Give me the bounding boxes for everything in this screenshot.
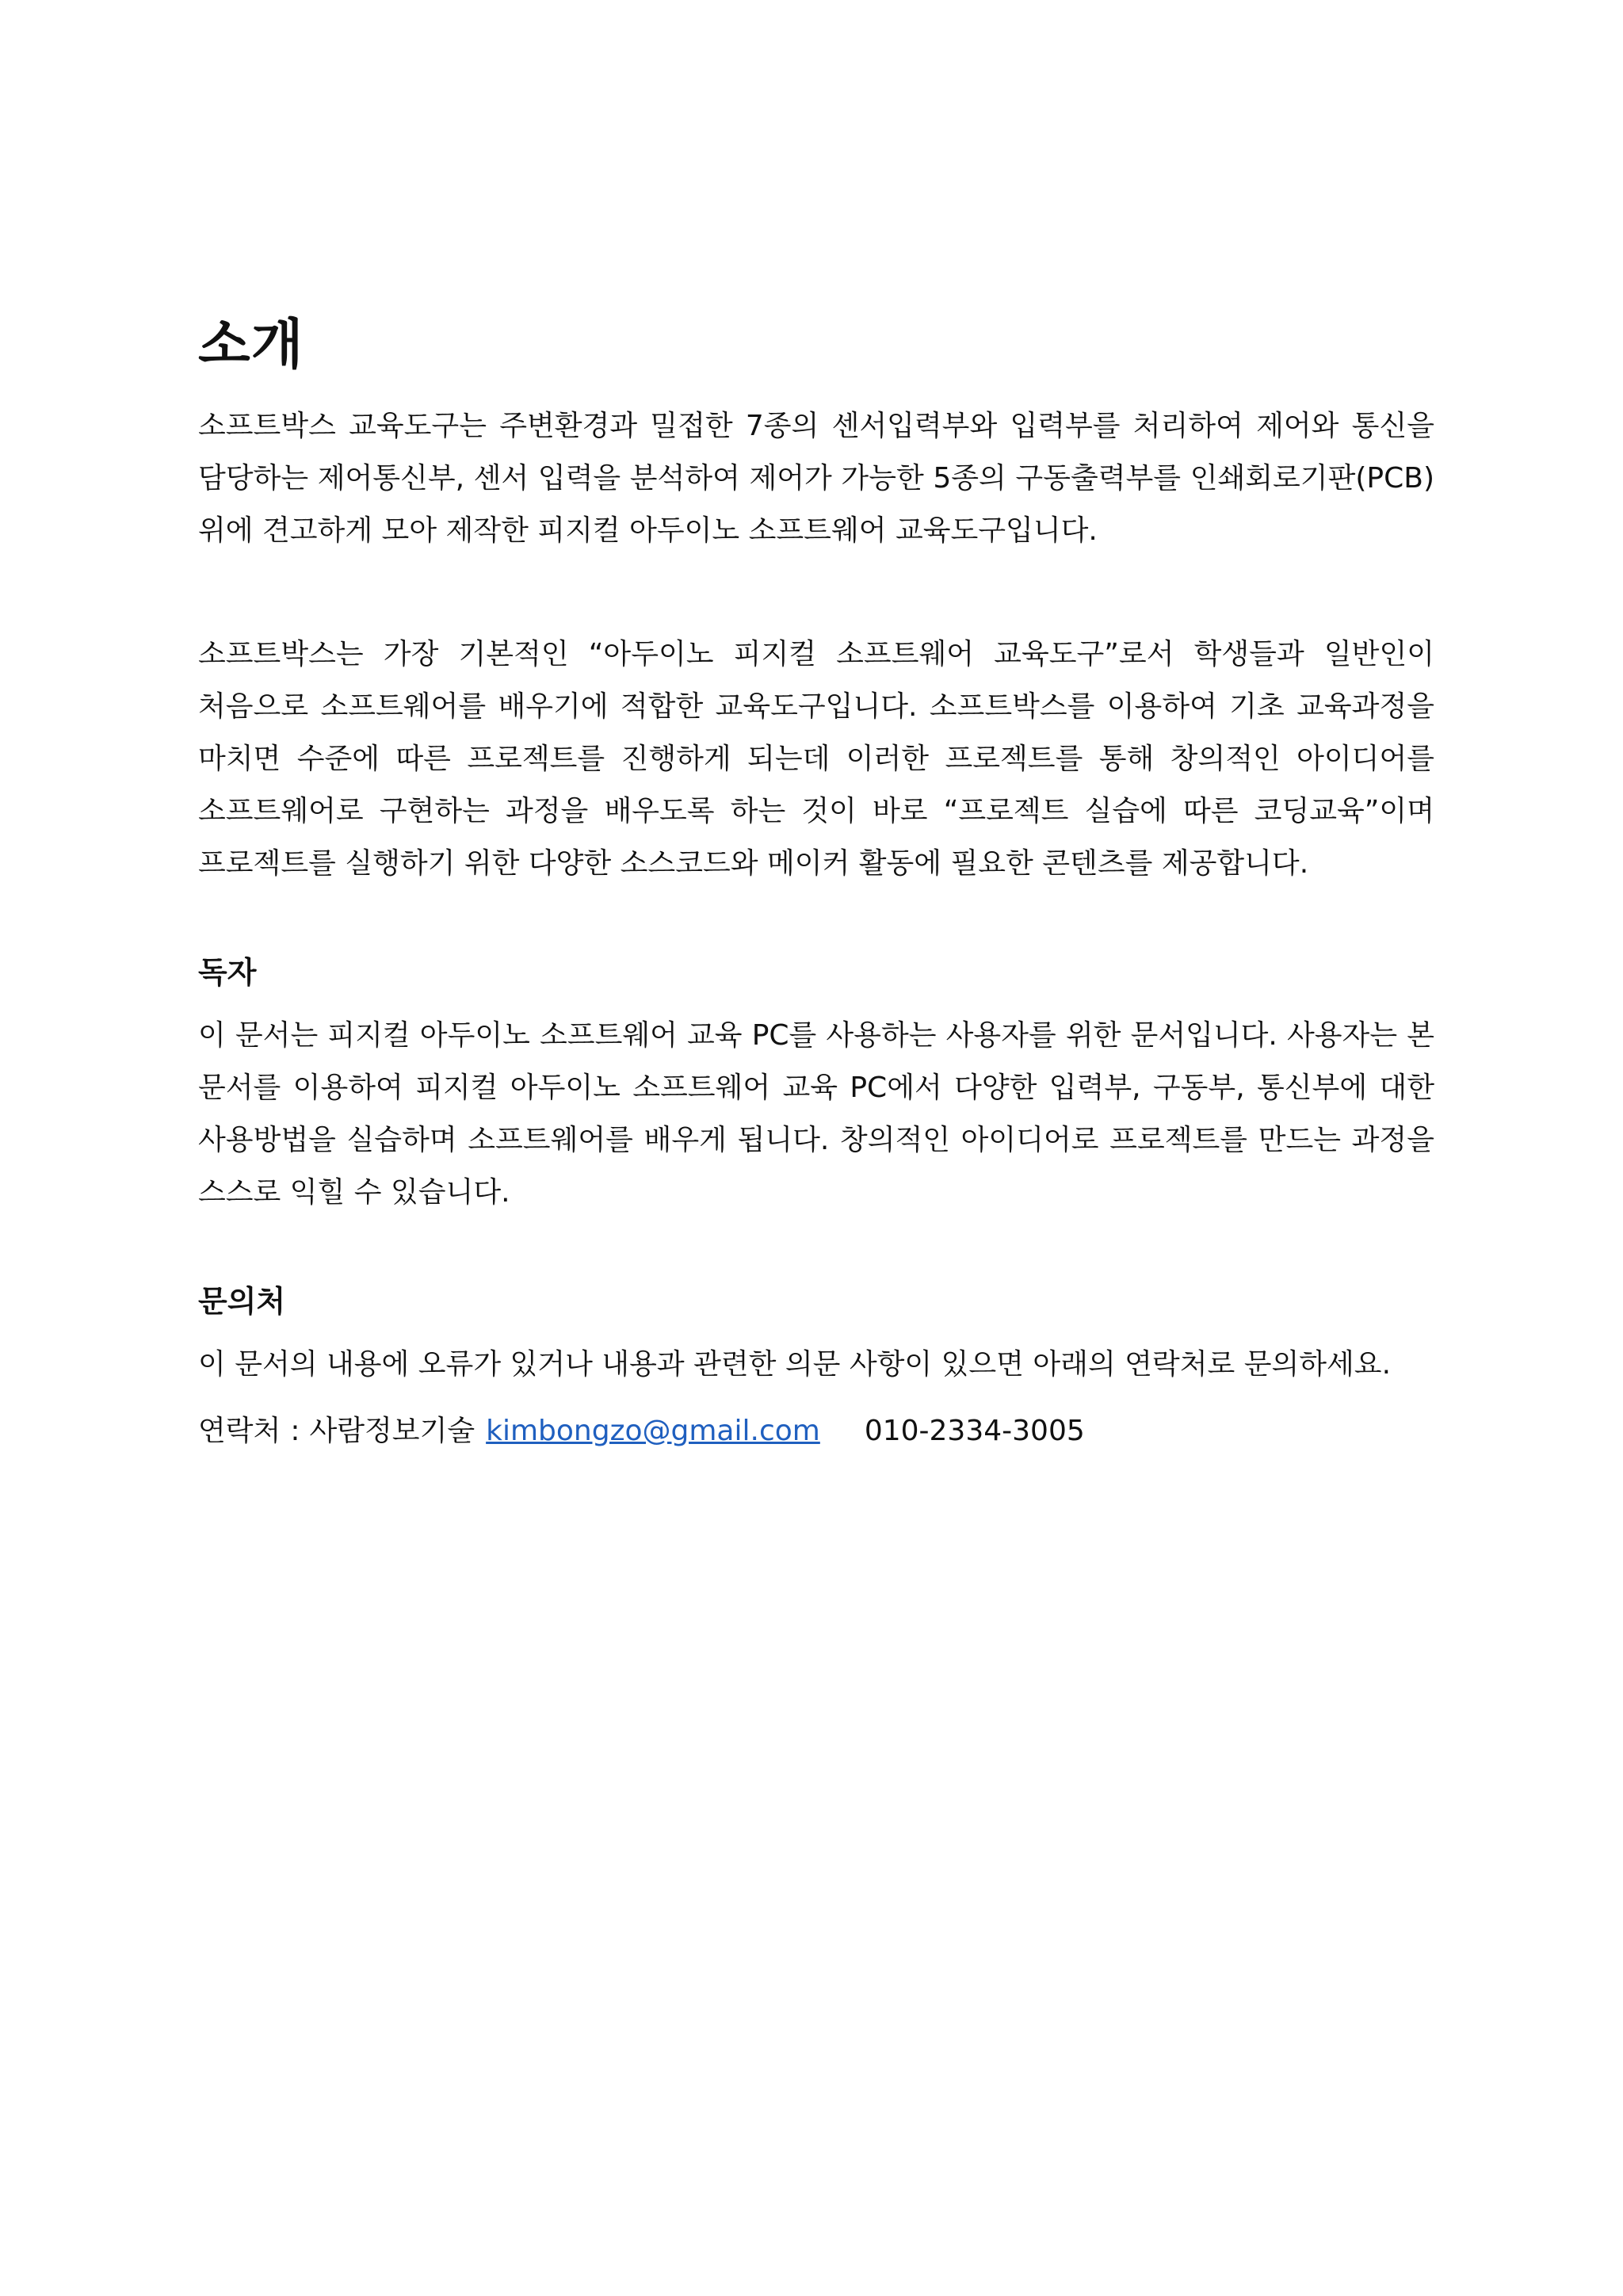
intro-paragraph-1: 소프트박스 교육도구는 주변환경과 밀접한 7종의 센서입력부와 입력부를 처리하여 제어와 통신을 담당하는 제어통신부, 센서 입력을 분석하여 제어가 가능한 5종의 구동출력부를 인쇄회로기판(PCB) 위에 견고하게 모아 제작한 피지컬 아두이노 소프트웨어 교육도구입니다. bbox=[198, 409, 1434, 547]
section-heading-readers: 독자 bbox=[198, 954, 257, 990]
contact-line bbox=[198, 1405, 1434, 1457]
spacer bbox=[198, 557, 1434, 628]
document-page bbox=[198, 313, 1434, 1457]
contact-label: 연락처 bbox=[198, 1415, 281, 1448]
contact-company: 사람정보기술 bbox=[309, 1415, 475, 1448]
contact-phone: 010-2334-3005 bbox=[864, 1415, 1085, 1448]
contact-paragraph: 이 문서의 내용에 오류가 있거나 내용과 관련한 의문 사항이 있으면 아래의 연락처로 문의하세요. bbox=[198, 1348, 1392, 1381]
contact-separator: : bbox=[290, 1415, 300, 1448]
intro-paragraph-2: 소프트박스는 가장 기본적인 “아두이노 피지컬 소프트웨어 교육도구”로서 학생들과 일반인이 처음으로 소프트웨어를 배우기에 적합한 교육도구입니다. 소프트박스를 이용하여 기초 교육과정을 마치면 수준에 따른 프로젝트를 진행하게 되는데 이러한 프로젝트를 통해 창의적인 아이디어를 소프트웨어로 구현하는 과정을 배우도록 하는 것이 바로 “프로젝트 실습에 따른 코딩교육”이며 프로젝트를 실행하기 위한 다양한 소스코드와 메이커 활동에 필요한 콘텐츠를 제공합니다. bbox=[198, 637, 1434, 880]
spacer bbox=[198, 1219, 1434, 1282]
readers-paragraph: 이 문서는 피지컬 아두이노 소프트웨어 교육 PC를 사용하는 사용자를 위한 문서입니다. 사용자는 본 문서를 이용하여 피지컬 아두이노 소프트웨어 교육 PC에서 다양한 입력부, 구동부, 통신부에 대한 사용방법을 실습하며 소프트웨어를 배우게 됩니다. 창의적인 아이디어로 프로젝트를 만드는 과정을 스스로 익힐 수 있습니다. bbox=[198, 1018, 1434, 1209]
contact-email-link[interactable]: kimbongzo@gmail.com bbox=[486, 1415, 820, 1448]
page-title: 소개 bbox=[198, 314, 304, 376]
section-heading-contact: 문의처 bbox=[198, 1283, 286, 1319]
spacer bbox=[198, 890, 1434, 953]
